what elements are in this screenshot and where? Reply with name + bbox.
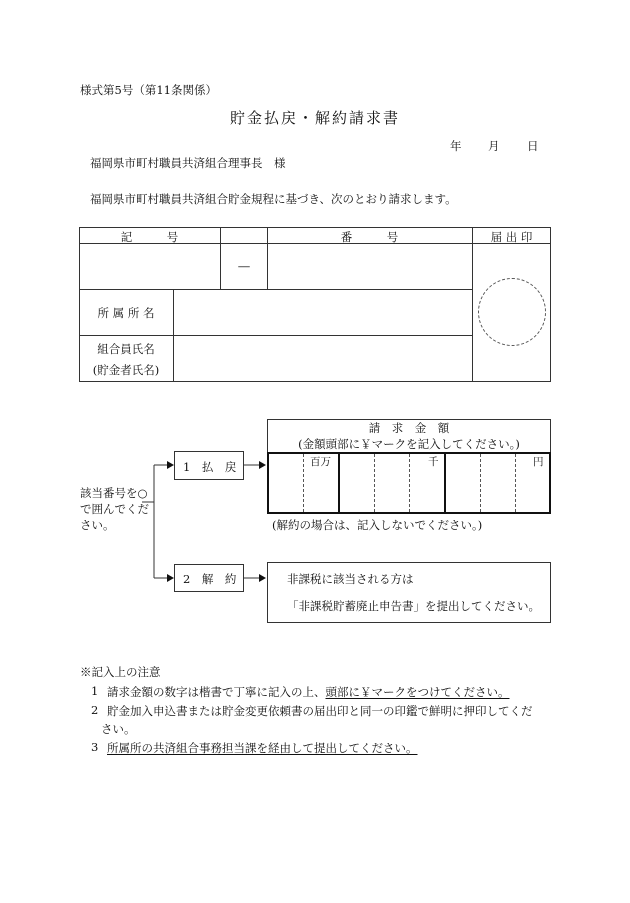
document-title: 貯金払戻・解約請求書 bbox=[229, 109, 400, 127]
notes-heading: ※記入上の注意 bbox=[80, 665, 161, 679]
cancel-note-line2: 「非課税貯蓄廃止申告書」を提出してください。 bbox=[287, 599, 540, 613]
date-month[interactable]: 月 bbox=[488, 139, 500, 153]
amount-note: (解約の場合は、記入しないでください。) bbox=[272, 518, 483, 532]
divider bbox=[515, 454, 516, 512]
divider bbox=[303, 454, 304, 512]
intro-text: 福岡県市町村職員共済組合貯金規程に基づき、次のとおり請求します。 bbox=[90, 192, 457, 206]
addressee: 福岡県市町村職員共済組合理事長 様 bbox=[90, 156, 286, 170]
note-2-line1: 貯金加入申込書または貯金変更依頼書の届出印と同一の印鑑で鮮明に押印してくだ bbox=[107, 704, 533, 718]
header-kigo: 記 号 bbox=[120, 230, 179, 244]
unit-thousand: 千 bbox=[428, 456, 439, 468]
cancel-note-line1: 非課税に該当される方は bbox=[287, 572, 414, 586]
divider bbox=[409, 454, 410, 512]
header-bango: 番 号 bbox=[340, 230, 399, 244]
unit-million: 百万 bbox=[310, 456, 331, 468]
unit-yen: 円 bbox=[533, 456, 544, 468]
depositor-name-label: (貯金者氏名) bbox=[92, 363, 160, 377]
note-1-underlined: 頭部に￥マークをつけてください。 bbox=[325, 685, 510, 699]
kigo-bango-dash: ― bbox=[238, 259, 250, 273]
form-number: 様式第5号（第11条関係） bbox=[80, 83, 217, 97]
note-3-text: 所属所の共済組合事務担当課を経由して提出してください。 bbox=[107, 741, 418, 755]
option-refund-label: 1 払 戻 bbox=[183, 460, 237, 474]
date-year[interactable]: 年 bbox=[450, 139, 462, 153]
amount-subtitle: (金額頭部に￥マークを記入してください。) bbox=[298, 437, 520, 451]
divider bbox=[338, 452, 340, 514]
circle-instruction: 該当番号を○で囲んでください。 bbox=[80, 486, 149, 532]
affiliation-label: 所 属 所 名 bbox=[97, 306, 155, 320]
option-cancel-label: 2 解 約 bbox=[183, 572, 237, 586]
note-2-line2: さい。 bbox=[101, 722, 136, 736]
amount-title: 請 求 金 額 bbox=[368, 421, 450, 435]
note-3-number: 3 bbox=[91, 740, 99, 754]
divider bbox=[480, 454, 481, 512]
divider bbox=[444, 452, 446, 514]
member-name-label: 組合員氏名 bbox=[97, 342, 155, 356]
note-2-number: 2 bbox=[91, 703, 99, 717]
header-seal: 届 出 印 bbox=[490, 230, 533, 244]
note-1-number: 1 bbox=[91, 684, 99, 698]
note-1 bbox=[107, 684, 510, 700]
divider bbox=[374, 454, 375, 512]
note-1-text: 請求金額の数字は楷書で丁寧に記入の上、 bbox=[107, 685, 326, 699]
date-day[interactable]: 日 bbox=[527, 139, 539, 153]
